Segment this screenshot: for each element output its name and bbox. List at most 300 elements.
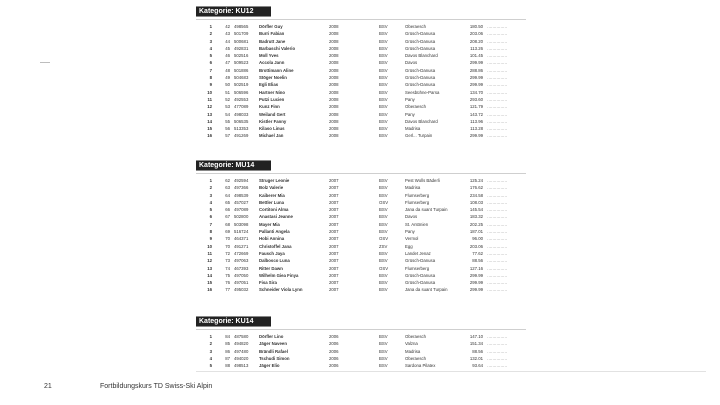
cell-dots: ……………: [487, 229, 507, 235]
cell-bib: 45: [225, 45, 230, 51]
table-row: [196, 221, 526, 228]
table-row: [196, 125, 526, 132]
table-row: [196, 250, 526, 257]
cell-dots: ……………: [487, 60, 507, 66]
cell-year: 2006: [329, 348, 339, 354]
cell-rank: 4: [209, 199, 212, 205]
cell-year: 2008: [329, 24, 339, 29]
cell-rank: 16: [207, 287, 212, 293]
cell-name: Fisa Sira: [259, 280, 277, 286]
cell-rank: 5: [209, 363, 212, 369]
cell-club: Flumserberg: [405, 199, 430, 205]
cell-dots: ……………: [487, 192, 507, 198]
cell-code: 472669: [234, 250, 249, 256]
cell-club: Landet Jenaz: [405, 250, 431, 256]
cell-dots: ……………: [487, 258, 507, 264]
cell-bib: 64: [225, 192, 230, 198]
table-row: [196, 362, 526, 369]
cell-year: 2007: [329, 178, 339, 183]
cell-bib: 72: [225, 250, 230, 256]
cell-rank: 14: [207, 272, 212, 278]
cell-rank: 15: [207, 126, 212, 132]
table-row: [196, 213, 526, 220]
cell-dots: ……………: [487, 207, 507, 213]
cell-dots: ……………: [487, 185, 507, 191]
table-row: [196, 184, 526, 191]
cell-club: Jana da suant Turpain: [405, 287, 448, 293]
cell-dots: ……………: [487, 89, 507, 95]
cell-dots: ……………: [487, 214, 507, 220]
cell-bib: 87: [225, 355, 230, 361]
cell-nat: BSV: [379, 126, 388, 132]
cell-year: 2008: [329, 38, 339, 44]
cell-bib: 52: [225, 96, 230, 102]
cell-club: Grüsch-Danusa: [405, 67, 436, 73]
cell-nat: BSV: [379, 89, 388, 95]
cell-time: 203.06: [469, 243, 483, 249]
cell-rank: 1: [209, 178, 212, 183]
cell-nat: BSV: [379, 207, 388, 213]
cell-rank: 13: [207, 111, 212, 117]
cell-year: 2008: [329, 45, 339, 51]
cell-year: 2007: [329, 221, 339, 227]
cell-year: 2008: [329, 82, 339, 88]
cell-time: 121.79: [469, 104, 483, 110]
cell-name: Moll Yves: [259, 53, 279, 59]
cell-code: 498565: [234, 24, 249, 29]
cell-club: Gerl... Turpain: [405, 133, 433, 139]
cell-code: 513353: [234, 126, 249, 132]
cell-club: Flumserberg: [405, 265, 430, 271]
cell-name: Dörfler Lino: [259, 334, 284, 339]
cell-rank: 1: [209, 334, 212, 339]
footer-title: Fortbildungskurs TD Swiss-Ski Alpin: [100, 383, 213, 390]
cell-rank: 2: [209, 341, 212, 347]
cell-time: 113.26: [470, 45, 483, 51]
cell-name: Wilhelm Giea Finya: [259, 272, 299, 278]
cell-year: 2007: [329, 207, 339, 213]
cell-rank: 8: [209, 75, 212, 81]
cell-code: 497051: [234, 280, 249, 286]
cell-rank: 13: [207, 265, 212, 271]
cell-dots: ……………: [487, 178, 507, 183]
table-row: [196, 272, 526, 279]
cell-year: 2008: [329, 118, 339, 124]
cell-rank: 3: [209, 192, 212, 198]
cell-time: 299.99: [469, 280, 483, 286]
cell-nat: OSV: [379, 236, 389, 242]
cell-club: Oberaesch: [405, 104, 427, 110]
cell-code: 509523: [234, 60, 249, 66]
cell-bib: 62: [225, 178, 230, 183]
cell-name: Schneider Viola Lynn: [259, 287, 303, 293]
cell-time: 108.03: [469, 199, 483, 205]
cell-club: Grüsch-Danusa: [405, 45, 436, 51]
cell-nat: BSV: [379, 38, 388, 44]
cell-bib: 53: [225, 104, 230, 110]
table-row: [196, 340, 526, 347]
cell-bib: 70: [225, 243, 230, 249]
cell-nat: BSV: [379, 75, 388, 81]
category-divider: [196, 173, 526, 174]
cell-time: 299.99: [469, 133, 483, 139]
table-row: [196, 228, 526, 235]
cell-rank: 6: [209, 214, 212, 220]
cell-rank: 10: [207, 89, 212, 95]
cell-dots: ……………: [487, 280, 507, 286]
table-row: [196, 355, 526, 362]
cell-dots: ……………: [487, 199, 507, 205]
cell-time: 180.50: [469, 24, 483, 29]
cell-nat: BSV: [379, 214, 388, 220]
cell-dots: ……………: [487, 67, 507, 73]
cell-dots: ……………: [487, 118, 507, 124]
cell-name: Mayer Mia: [259, 221, 280, 227]
cell-nat: BSV: [379, 31, 388, 37]
cell-code: 502516: [234, 53, 249, 59]
cell-club: Pest Wolls Bäderli: [405, 178, 440, 183]
cell-nat: BSV: [379, 185, 388, 191]
cell-dots: ……………: [487, 243, 507, 249]
cell-club: Pany: [405, 229, 415, 235]
cell-bib: 70: [225, 236, 230, 242]
cell-name: Brottimann Aline: [259, 67, 294, 73]
cell-time: 96.00: [472, 236, 483, 242]
cell-code: 497366: [234, 185, 249, 191]
table-row: [196, 132, 526, 139]
cell-bib: 68: [225, 221, 230, 227]
cell-year: 2007: [329, 258, 339, 264]
cell-dots: ……………: [487, 250, 507, 256]
table-row: [196, 333, 526, 340]
cell-nat: BSV: [379, 53, 388, 59]
cell-name: Putzi Lucien: [259, 96, 285, 102]
cell-rank: 2: [209, 185, 212, 191]
cell-name: Hartner Nino: [259, 89, 286, 95]
cell-name: Brändli Rafael: [259, 348, 288, 354]
cell-dots: ……………: [487, 31, 507, 37]
cell-code: 492831: [234, 45, 249, 51]
footer-divider: [196, 371, 706, 372]
cell-code: 494820: [234, 341, 249, 347]
table-row: [196, 30, 526, 37]
cell-dots: ……………: [487, 24, 507, 29]
cell-code: 495032: [234, 287, 249, 293]
cell-club: Grüsch-Danusa: [405, 258, 436, 264]
cell-nat: BSV: [379, 250, 388, 256]
cell-year: 2007: [329, 265, 339, 271]
cell-rank: 12: [207, 258, 212, 264]
table-row: [196, 89, 526, 96]
cell-club: Madrisa: [405, 185, 421, 191]
cell-club: St. Antönien: [405, 221, 429, 227]
cell-bib: 63: [225, 185, 230, 191]
cell-year: 2006: [329, 363, 339, 369]
cell-code: 506535: [234, 118, 249, 124]
cell-club: Grüsch-Danusa: [405, 38, 436, 44]
cell-code: 487580: [234, 334, 249, 339]
cell-year: 2008: [329, 111, 339, 117]
table-row: [196, 348, 526, 355]
cell-year: 2008: [329, 31, 339, 37]
cell-time: 299.99: [469, 82, 483, 88]
cell-bib: 55: [225, 118, 230, 124]
cell-bib: 47: [225, 60, 230, 66]
cell-time: 134.70: [469, 89, 483, 95]
cell-year: 2007: [329, 192, 339, 198]
cell-nat: BSV: [379, 334, 388, 339]
cell-name: Ritter Dawn: [259, 265, 283, 271]
cell-club: Jana da suant Turpain: [405, 207, 448, 213]
cell-time: 113.96: [470, 118, 483, 124]
cell-nat: BSV: [379, 341, 388, 347]
cell-year: 2008: [329, 89, 339, 95]
cell-time: 145.54: [469, 207, 483, 213]
cell-dots: ……………: [487, 126, 507, 132]
cell-bib: 76: [225, 280, 230, 286]
cell-dots: ……………: [487, 45, 507, 51]
cell-bib: 85: [225, 341, 230, 347]
cell-time: 176.62: [469, 185, 483, 191]
cell-time: 299.99: [469, 75, 483, 81]
category-section: [196, 6, 526, 140]
cell-name: Egli Elias: [259, 82, 279, 88]
cell-bib: 51: [225, 89, 230, 95]
category-divider: [196, 329, 526, 330]
cell-rank: 5: [209, 53, 212, 59]
cell-dots: ……………: [487, 363, 507, 369]
cell-nat: BSV: [379, 67, 388, 73]
cell-name: Bettler Luna: [259, 199, 285, 205]
cell-dots: ……………: [487, 111, 507, 117]
cell-code: 516724: [234, 229, 249, 235]
cell-bib: 44: [225, 38, 230, 44]
cell-club: Grüsch-Danusa: [405, 272, 436, 278]
cell-time: 88.56: [472, 348, 483, 354]
cell-nat: BSV: [379, 178, 388, 183]
cell-rank: 7: [209, 221, 212, 227]
cell-rank: 10: [207, 243, 212, 249]
cell-time: 183.32: [469, 214, 483, 220]
cell-name: Kistler Fanny: [259, 118, 287, 124]
cell-code: 457027: [234, 199, 249, 205]
cell-dots: ……………: [487, 104, 507, 110]
cell-year: 2007: [329, 236, 339, 242]
cell-dots: ……………: [487, 341, 507, 347]
cell-name: Tschudi Simon: [259, 355, 290, 361]
cell-nat: BSV: [379, 287, 388, 293]
cell-bib: 46: [225, 53, 230, 59]
cell-rank: 16: [207, 133, 212, 139]
cell-name: Kunz Finn: [259, 104, 280, 110]
cell-time: 125.24: [469, 178, 483, 183]
cell-rank: 9: [209, 82, 212, 88]
table-row: [196, 265, 526, 272]
cell-bib: 50: [225, 82, 230, 88]
cell-nat: BSV: [379, 355, 388, 361]
cell-name: Weiland Gert: [259, 111, 286, 117]
cell-bib: 42: [225, 24, 230, 29]
cell-time: 288.86: [469, 67, 483, 73]
margin-tick: [40, 62, 50, 63]
cell-time: 132.01: [469, 355, 483, 361]
table-row: [196, 243, 526, 250]
cell-bib: 86: [225, 348, 230, 354]
cell-club: Oberaesch: [405, 334, 427, 339]
cell-rank: 1: [209, 24, 212, 29]
cell-time: 88.56: [472, 258, 483, 264]
cell-dots: ……………: [487, 75, 507, 81]
cell-bib: 74: [225, 265, 230, 271]
cell-name: Bolz Valerie: [259, 185, 284, 191]
cell-dots: ……………: [487, 82, 507, 88]
cell-club: Egg: [405, 243, 413, 249]
cell-club: Sardona Pilatex: [405, 363, 436, 369]
cell-year: 2008: [329, 67, 339, 73]
cell-nat: BSV: [379, 96, 388, 102]
table-row: [196, 177, 526, 184]
cell-name: Kaiberer Mia: [259, 192, 285, 198]
cell-club: Pany: [405, 96, 415, 102]
cell-rank: 9: [209, 236, 212, 242]
cell-nat: BSV: [379, 104, 388, 110]
table-row: [196, 96, 526, 103]
cell-time: 293.60: [469, 96, 483, 102]
cell-dots: ……………: [487, 38, 507, 44]
cell-rank: 15: [207, 280, 212, 286]
cell-code: 464371: [234, 236, 249, 242]
category-title: Kategorie: KU14: [196, 316, 271, 327]
cell-year: 2007: [329, 229, 339, 235]
cell-bib: 88: [225, 363, 230, 369]
cell-bib: 84: [225, 334, 230, 339]
cell-year: 2007: [329, 214, 339, 220]
cell-name: Pallanti Angela: [259, 229, 290, 235]
cell-club: Davos: [405, 60, 418, 66]
cell-code: 502519: [234, 82, 249, 88]
cell-rank: 7: [209, 67, 212, 73]
cell-code: 497089: [234, 207, 249, 213]
table-row: [196, 67, 526, 74]
cell-code: 491271: [234, 243, 249, 249]
cell-time: 208.20: [469, 38, 483, 44]
cell-club: Grüsch-Danusa: [405, 82, 436, 88]
cell-rank: 11: [207, 96, 212, 102]
cell-nat: ZSV: [379, 243, 388, 249]
cell-year: 2007: [329, 250, 339, 256]
cell-rank: 5: [209, 207, 212, 213]
cell-rank: 11: [207, 250, 212, 256]
cell-bib: 48: [225, 67, 230, 73]
cell-code: 494020: [234, 355, 249, 361]
cell-name: Accola Jann: [259, 60, 285, 66]
table-row: [196, 23, 526, 30]
cell-time: 147.10: [469, 334, 483, 339]
cell-name: Kilaso Linus: [259, 126, 285, 132]
table-row: [196, 111, 526, 118]
table-row: [196, 103, 526, 110]
cell-nat: BSV: [379, 82, 388, 88]
cell-code: 501886: [234, 67, 249, 73]
cell-dots: ……………: [487, 53, 507, 59]
cell-nat: OSV: [379, 199, 389, 205]
category-section: [196, 316, 526, 369]
cell-rank: 4: [209, 45, 212, 51]
cell-code: 500681: [234, 38, 249, 44]
cell-name: Struger Leonie: [259, 178, 290, 183]
category-title: Kategorie: KU12: [196, 6, 271, 17]
cell-time: 299.99: [469, 272, 483, 278]
cell-club: Madrisa: [405, 348, 421, 354]
cell-nat: BSV: [379, 272, 388, 278]
cell-nat: BSV: [379, 363, 388, 369]
cell-bib: 77: [225, 287, 230, 293]
cell-club: Davos Blanchard: [405, 53, 438, 59]
page-number: 21: [44, 383, 52, 390]
cell-dots: ……………: [487, 133, 507, 139]
table-row: [196, 59, 526, 66]
category-section: [196, 160, 526, 294]
cell-code: 503098: [234, 221, 249, 227]
cell-dots: ……………: [487, 348, 507, 354]
cell-year: 2007: [329, 243, 339, 249]
cell-club: Grüsch-Danusa: [405, 75, 436, 81]
table-row: [196, 286, 526, 293]
cell-rank: 6: [209, 60, 212, 66]
cell-bib: 49: [225, 75, 230, 81]
table-row: [196, 38, 526, 45]
table-row: [196, 74, 526, 81]
cell-year: 2007: [329, 287, 339, 293]
cell-time: 77.62: [472, 250, 483, 256]
cell-code: 506596: [234, 89, 249, 95]
cell-club: Pany: [405, 111, 415, 117]
cell-dots: ……………: [487, 265, 507, 271]
cell-name: Michael Jan: [259, 133, 284, 139]
cell-bib: 65: [225, 199, 230, 205]
cell-club: Davos: [405, 214, 418, 220]
cell-time: 202.25: [469, 221, 483, 227]
cell-time: 299.99: [469, 60, 483, 66]
cell-bib: 57: [225, 133, 230, 139]
table-row: [196, 52, 526, 59]
cell-name: Jäger Elio: [259, 363, 280, 369]
cell-club: Seesbühne-Parsa: [405, 89, 440, 95]
cell-code: 492594: [234, 178, 249, 183]
cell-year: 2008: [329, 133, 339, 139]
cell-time: 101.45: [469, 53, 483, 59]
table-row: [196, 192, 526, 199]
cell-time: 203.06: [469, 31, 483, 37]
cell-code: 501709: [234, 31, 249, 37]
cell-rank: 3: [209, 348, 212, 354]
table-row: [196, 206, 526, 213]
cell-bib: 75: [225, 272, 230, 278]
cell-dots: ……………: [487, 334, 507, 339]
table-row: [196, 235, 526, 242]
cell-name: Jäger Naveen: [259, 341, 287, 347]
cell-nat: BSV: [379, 348, 388, 354]
cell-code: 504683: [234, 75, 249, 81]
cell-name: Dörfler Guy: [259, 24, 283, 29]
cell-code: 497050: [234, 272, 249, 278]
cell-year: 2008: [329, 60, 339, 66]
cell-nat: BSV: [379, 229, 388, 235]
cell-club: Valzna: [405, 341, 418, 347]
cell-code: 498513: [234, 363, 249, 369]
cell-nat: BSV: [379, 258, 388, 264]
cell-rank: 3: [209, 38, 212, 44]
